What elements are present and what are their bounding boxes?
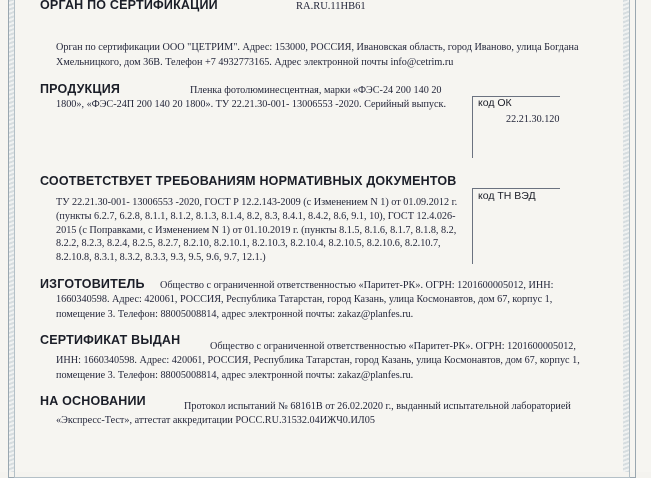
conformity-heading: СООТВЕТСТВУЕТ ТРЕБОВАНИЯМ НОРМАТИВНЫХ ДОКУМЕНТОВ bbox=[40, 174, 457, 188]
product-text-line1: Пленка фотолюминесцентная, марки «ФЭС-24 200 140 20 bbox=[190, 85, 442, 96]
conformity-text: ТУ 22.21.30-001- 13006553 -2020, ГОСТ Р 12.2.143-2009 (с Изменением N 1) от 01.09.2012 г. (пункты 6.2.7, 6.2.8, 8.1.1, 8.1.2, 8.1.3, 8.1.4, 8.2, 8.3, 8.4.1, 8.4.2, 8.6, 9.1, 10), ГОСТ 12.4.026-2015 (с Поправками, с Изменением N 1) от 01.10.2019 г. (пункты 8.1.5, 8.1.6, 8.1.7, 8.1.8, 8.2, 8.2.2, 8.2.3, 8.2.4, 8.2.5, 8.2.7, 8.2.10, 8.2.10.1, 8.2.10.3, 8.2.10.4, 8.2.10.5, 8.2.10.6, 8.2.10.7, 8.2.10.8, 8.3.1, 8.3.2, 8.3.3, 9.3, 9.5, 9.6, 9.7, 12.1.) bbox=[56, 197, 458, 264]
issued-to-text: ИНН: 1660340598. Адрес: 420061, РОССИЯ, Республика Татарстан, город Казань, улица Космонавтов, дом 67, корпус 1, помещение 3. Телефон: 88005008814, адрес электронной почты: zakaz@planfes.ru. bbox=[56, 355, 580, 381]
manufacturer-heading: ИЗГОТОВИТЕЛЬ bbox=[40, 277, 145, 291]
tnved-box-top-line bbox=[472, 188, 560, 189]
product-text: 1800», «ФЭС-24П 200 140 20 1800». ТУ 22.21.30-001- 13006553 -2020. Серийный выпуск. bbox=[56, 99, 447, 110]
okp-value: 22.21.30.120 bbox=[506, 114, 560, 125]
certification-body-heading: ОРГАН ПО СЕРТИФИКАЦИИ bbox=[40, 0, 218, 12]
manufacturer-text-line1: Общество с ограниченной ответственностью «Паритет-РК». ОГРН: 1201600005012, ИНН: bbox=[160, 280, 554, 291]
okp-box-left-line bbox=[472, 96, 473, 158]
basis-heading: НА ОСНОВАНИИ bbox=[40, 394, 146, 408]
issued-to-text-line1: Общество с ограниченной ответственностью «Паритет-РК». ОГРН: 1201600005012, bbox=[210, 341, 576, 352]
product-heading: ПРОДУКЦИЯ bbox=[40, 82, 121, 96]
tnved-label: код ТН ВЭД bbox=[478, 190, 536, 202]
issued-to-heading: СЕРТИФИКАТ ВЫДАН bbox=[40, 333, 181, 347]
registration-number: RA.RU.11НВ61 bbox=[296, 1, 366, 12]
basis-text-line1: Протокол испытаний № 68161В от 26.02.2020 г., выданный испытательной лабораторией bbox=[184, 401, 571, 412]
manufacturer-text: 1660340598. Адрес: 420061, РОССИЯ, Республика Татарстан, город Казань, улица Космонавтов, дом 67, корпус 1, помещение 3. Телефон: 88005008814, адрес электронной почты: zakaz@planfes.ru. bbox=[56, 294, 553, 320]
tnved-box-left-line bbox=[472, 188, 473, 264]
certification-body-text: Орган по сертификации ООО "ЦЕТРИМ". Адрес: 153000, РОССИЯ, Ивановская область, город Иваново, улица Богдана Хмельницкого, дом 36В. Телефон +7 4932773165. Адрес электронной почты info@cetrim.ru bbox=[56, 42, 579, 68]
okp-label: код ОК bbox=[478, 97, 512, 109]
basis-text: «Экспресс-Тест», аттестат аккредитации РОСС.RU.31532.04ИЖЧ0.ИЛ05 bbox=[56, 415, 375, 426]
